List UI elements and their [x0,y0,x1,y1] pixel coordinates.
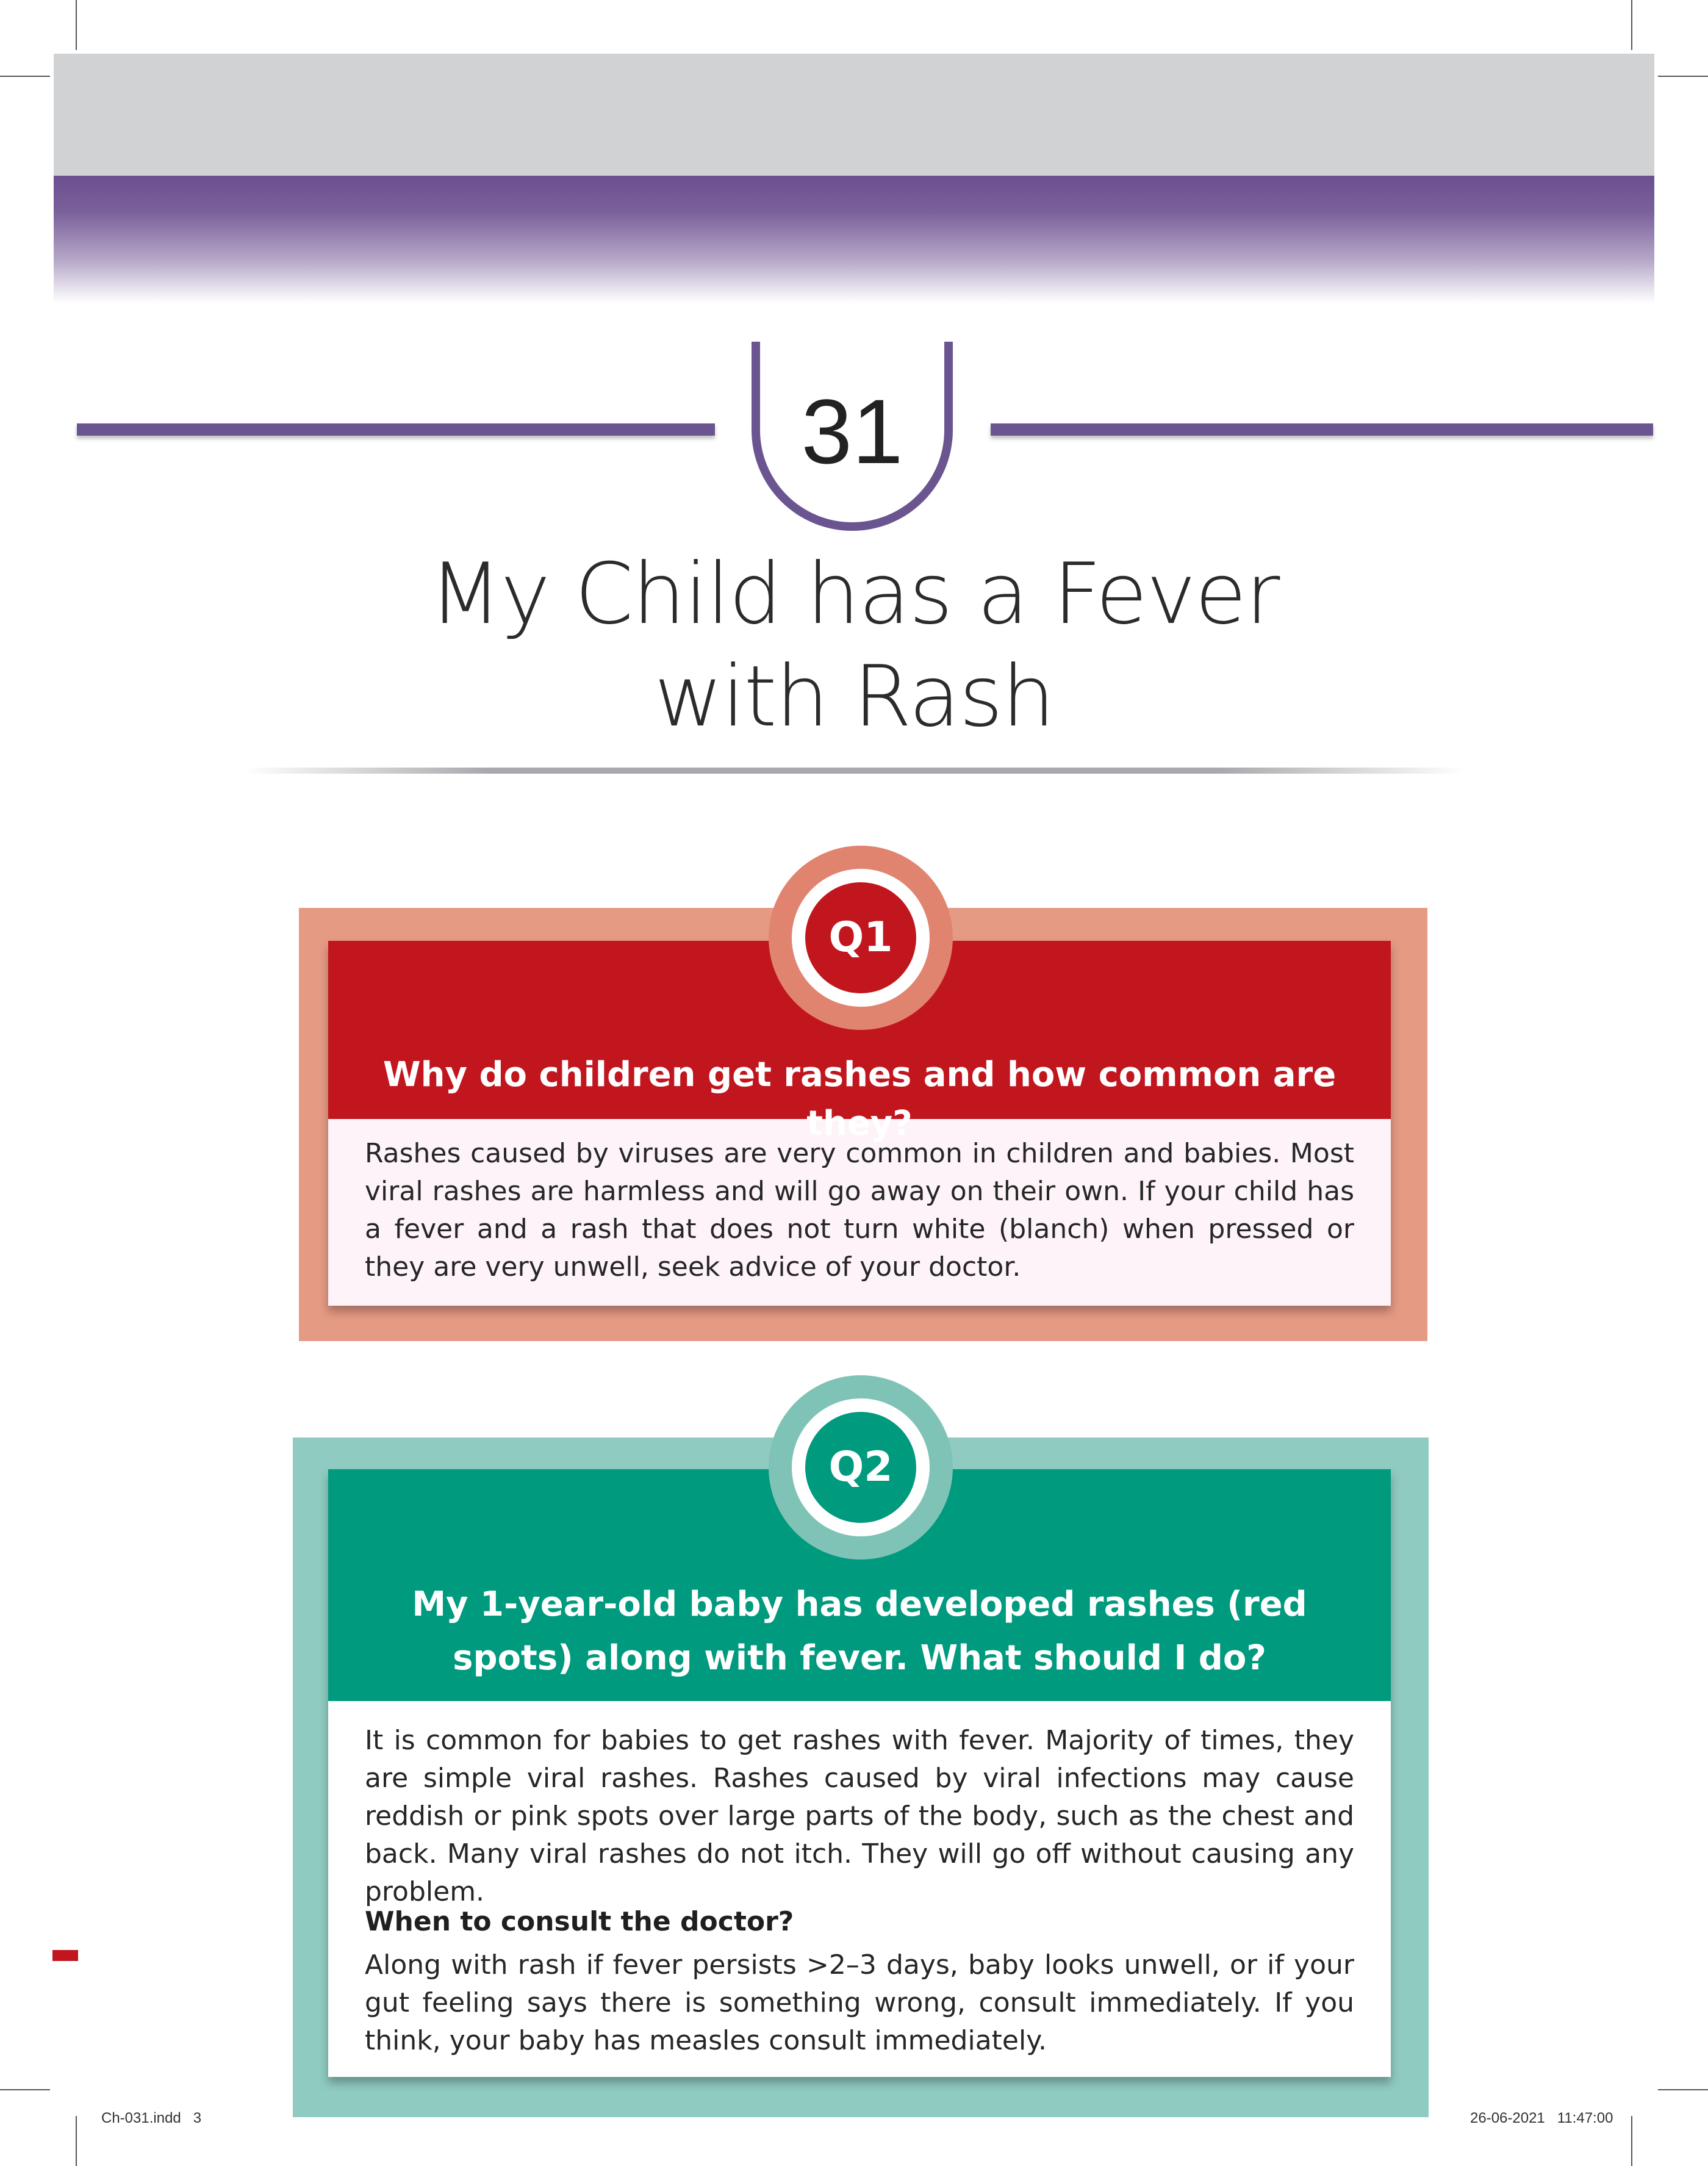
q2-subhead: When to consult the doctor? [365,1906,794,1937]
footer-file-slug: Ch-031.indd 3 [101,2110,202,2126]
q1-question: Why do children get rashes and how common are they? [382,1055,1337,1143]
crop-mark [76,2116,77,2166]
page-title-line2: with Rash [654,647,1054,746]
q1-badge [805,882,916,993]
page-title [244,543,1464,748]
chapter-rule-right [991,423,1653,436]
crop-mark [0,76,50,77]
margin-marker [52,1950,78,1961]
title-divider [244,768,1464,774]
chapter-number: 31 [801,380,903,483]
header-band [54,54,1654,304]
crop-mark [1658,76,1708,77]
crop-mark [1631,0,1632,50]
chapter-rule-left [77,423,715,436]
q2-answer-2: Along with rash if fever persists >2–3 days, baby looks unwell, or if your gut feeling says there is something wrong, consult immediately. If you think, your baby has measles consult immediately. [365,1949,1354,2056]
q2-question [328,1578,1391,1685]
q2-card [328,1469,1391,2077]
crop-mark [76,0,77,50]
crop-mark [1658,2089,1708,2090]
q2-answer: It is common for babies to get rashes with fever. Majority of times, they are simple viral rashes. Rashes caused by viral infections may cause reddish or pink spots over large parts of the body, such as the chest and back. Many viral rashes do not itch. They will go off without causing any problem. [365,1725,1354,1907]
crop-mark [1631,2116,1632,2166]
q2-question-line1: My 1-year-old baby has developed rashes (red [412,1585,1307,1624]
q2-badge-label: Q2 [828,1443,893,1491]
footer-date-slug: 26-06-2021 11:47:00 [1470,2110,1613,2126]
crop-mark [0,2089,50,2090]
q1-answer: Rashes caused by viruses are very common in children and babies. Most viral rashes are harmless and will go away on their own. If your child has a fever and a rash that does not turn white (blanch) when pressed or they are very unwell, seek advice of your doctor. [365,1138,1354,1283]
q2-question-line2: spots) along with fever. What should I do? [453,1638,1266,1678]
page-title-line1: My Child has a Fever [429,545,1279,643]
q2-badge [805,1412,916,1523]
q1-badge-label: Q1 [828,913,893,962]
